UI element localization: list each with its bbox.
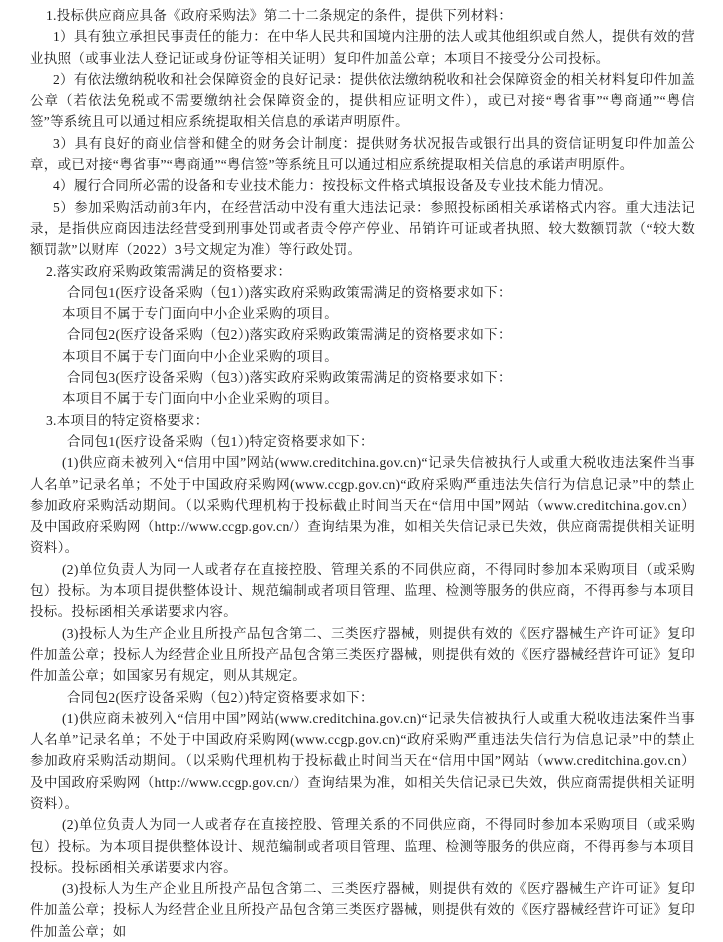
clause-paren-item: (3)投标人为生产企业且所投产品包含第二、三类医疗器械，则提供有效的《医疗器械生产许可证》复印件加盖公章；投标人为经营企业且所投产品包含第三类医疗器械，则提供有效的《医疗器械经营许可证》复印件加盖公章；如 <box>30 881 695 939</box>
contract-package-line: 合同包2(医疗设备采购（包2）)特定资格要求如下： <box>67 689 374 705</box>
contract-package-line: 合同包1(医疗设备采购（包1）)落实政府采购政策需满足的资格要求如下： <box>67 284 512 300</box>
clause-subitem: 1）具有独立承担民事责任的能力：在中华人民共和国境内注册的法人或其他组织或自然人，提供有效的营业执照（或事业法人登记证或身份证等相关证明）复印件加盖公章；本项目不接受分公司投标。 <box>30 29 695 66</box>
clause-heading: 3.本项目的特定资格要求： <box>46 412 209 428</box>
clause-paren-item: (2)单位负责人为同一人或者存在直接控股、管理关系的不同供应商，不得同时参加本采购项目（或采购包）投标。为本项目提供整体设计、规范编制或者项目管理、监理、检测等服务的供应商，不得再参与本项目投标。投标函相关承诺要求内容。 <box>30 817 695 875</box>
contract-package-line: 合同包2(医疗设备采购（包2）)落实政府采购政策需满足的资格要求如下： <box>67 327 512 343</box>
clause-subitem: 3）具有良好的商业信誉和健全的财务会计制度：提供财务状况报告或银行出具的资信证明复印件加盖公章，或已对接“粤省事”“粤商通”“粤信签”等系统且可以通过相应系统提取相关信息的承诺声明原件。 <box>30 135 695 173</box>
clause-paren-item: (2)单位负责人为同一人或者存在直接控股、管理关系的不同供应商，不得同时参加本采购项目（或采购包）投标。为本项目提供整体设计、规范编制或者项目管理、监理、检测等服务的供应商，不得再参与本项目投标。投标函相关承诺要求内容。 <box>30 561 695 620</box>
clause-subitem: 2）有依法缴纳税收和社会保障资金的良好记录：提供依法缴纳税收和社会保障资金的相关材料复印件加盖公章（若依法免税或不需要缴纳社会保障资金的，提供相应证明文件），或已对接“粤省事”“粤商通”“粤信签”等系统且可以通过相应系统提取相关信息的承诺声明原件。 <box>30 71 695 130</box>
clause-subitem: 4）履行合同所必需的设备和专业技术能力：按投标文件格式填报设备及专业技术能力情况。 <box>53 178 613 194</box>
contract-package-line: 合同包1(医疗设备采购（包1）)特定资格要求如下： <box>67 433 374 449</box>
clause-heading: 2.落实政府采购政策需满足的资格要求： <box>46 263 292 279</box>
package-note: 本项目不属于专门面向中小企业采购的项目。 <box>62 348 338 364</box>
package-note: 本项目不属于专门面向中小企业采购的项目。 <box>62 306 338 322</box>
clause-paren-item: (3)投标人为生产企业且所投产品包含第二、三类医疗器械，则提供有效的《医疗器械生产许可证》复印件加盖公章；投标人为经营企业且所投产品包含第三类医疗器械，则提供有效的《医疗器械经营许可证》复印件加盖公章；如国家另有规定，则从其规定。 <box>30 625 695 684</box>
package-note: 本项目不属于专门面向中小企业采购的项目。 <box>62 391 338 407</box>
clause-heading: 1.投标供应商应具备《政府采购法》第二十二条规定的条件，提供下列材料： <box>46 8 513 23</box>
clause-subitem: 5）参加采购活动前3年内，在经营活动中没有重大违法记录：参照投标函相关承诺格式内容。重大违法记录，是指供应商因违法经营受到刑事处罚或者责令停产停业、吊销许可证或者执照、较大数额罚款（“较大数额罚款”以财库（2022）3号文规定为准）等行政处罚。 <box>30 199 695 258</box>
clause-paren-item: (1)供应商未被列入“信用中国”网站(www.creditchina.gov.cn)“记录失信被执行人或重大税收违法案件当事人名单”记录名单；不处于中国政府采购网(www.ccgp.gov.cn)“政府采购严重违法失信行为信息记录”中的禁止参加政府采购活动期间。（以采购代理机构于投标截止时间当天在“信用中国”网站（www.creditchina.gov.cn）及中国政府采购网（http://www.ccgp.gov.cn/）查询结果为准，如相关失信记录已失效，供应商需提供相关证明资料）。 <box>30 455 695 556</box>
clause-paren-item: (1)供应商未被列入“信用中国”网站(www.creditchina.gov.cn)“记录失信被执行人或重大税收违法案件当事人名单”记录名单；不处于中国政府采购网(www.ccgp.gov.cn)“政府采购严重违法失信行为信息记录”中的禁止参加政府采购活动期间。（以采购代理机构于投标截止时间当天在“信用中国”网站（www.creditchina.gov.cn）及中国政府采购网（http://www.ccgp.gov.cn/）查询结果为准，如相关失信记录已失效，供应商需提供相关证明资料）。 <box>30 710 695 811</box>
contract-package-line: 合同包3(医疗设备采购（包3）)落实政府采购政策需满足的资格要求如下： <box>67 370 512 386</box>
